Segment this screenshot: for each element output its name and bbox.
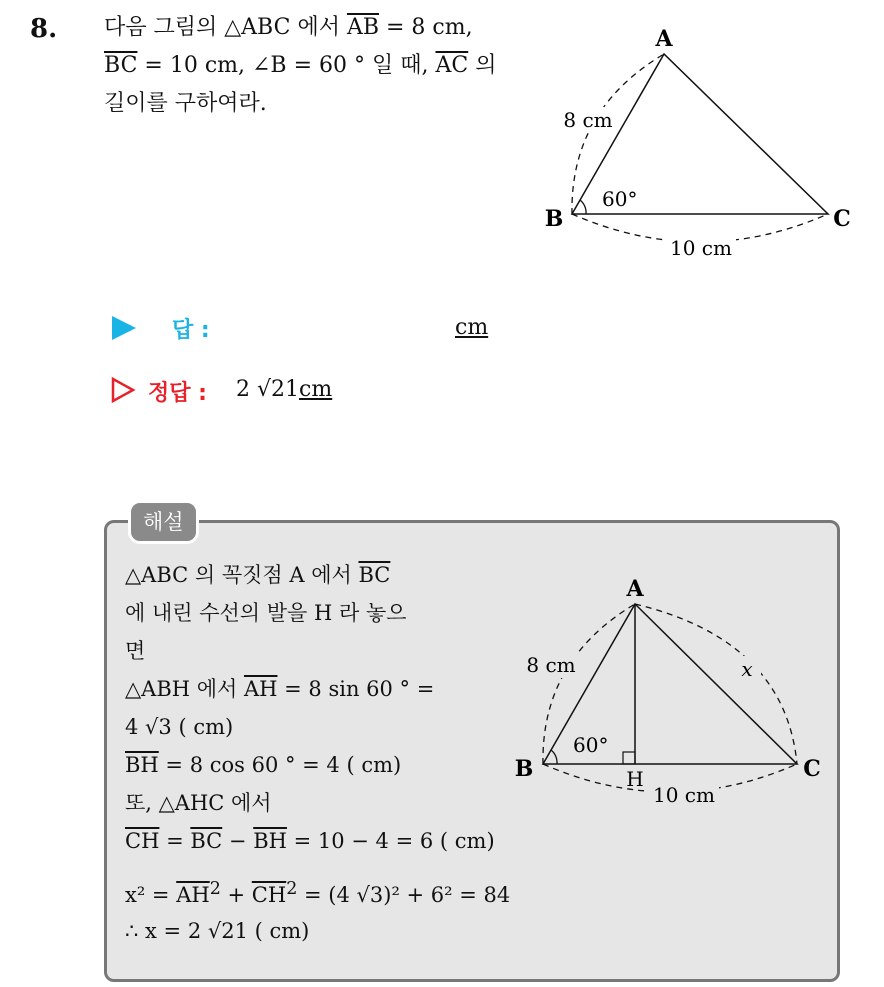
correct-answer (236, 377, 332, 402)
solution-line-7: 또, △AHC 에서 (125, 791, 272, 815)
side-label-bc: 10 cm (670, 236, 732, 260)
solution-text: = (4 √3)² + 6² = 84 (297, 883, 511, 907)
side-label-bc: 10 cm (653, 783, 715, 807)
vertex-label-c: C (803, 756, 821, 782)
vertex-label-a: A (626, 576, 644, 602)
solution-triangle-figure (505, 570, 835, 815)
angle-label-b: 60° (573, 733, 609, 757)
segment-ch: $\overline{CH}$ (251, 883, 287, 907)
solution-text: + (220, 883, 252, 907)
solution-line-2: 에 내린 수선의 발을 H 라 놓으 (125, 601, 407, 625)
vertex-label-h: H (626, 767, 644, 791)
solution-line-10: ∴ x = 2 √21 ( cm) (125, 919, 310, 943)
segment-ch: $\overline{CH}$ (125, 829, 160, 853)
solution-text: x² = (125, 883, 177, 907)
solution-tag: 해설 (128, 500, 199, 544)
solution-line-9 (125, 872, 510, 912)
solution-text: △ABH 에서 (125, 677, 244, 701)
solution-line-1 (125, 558, 390, 592)
solution-line-4 (125, 672, 434, 706)
vertex-label-a: A (655, 26, 673, 52)
problem-text: 의 (468, 53, 497, 78)
solution-text: − (222, 829, 254, 853)
segment-ah: $\overline{AH}$ (243, 677, 278, 701)
answer-label: 답 : (172, 318, 210, 343)
vertex-label-b: B (544, 206, 564, 232)
correct-label: 정답 : (148, 381, 207, 406)
solution-text: = (159, 829, 191, 853)
solution-text: = 8 sin 60 ° = (277, 677, 435, 701)
angle-label-b: 60° (602, 187, 638, 211)
angle-arc-b (551, 750, 557, 764)
side-label-ab: 8 cm (526, 653, 576, 677)
problem-line-1 (104, 14, 473, 42)
solution-text: = 8 cos 60 ° = 4 ( cm) (158, 753, 402, 777)
segment-bc: $\overline{BC}$ (358, 563, 391, 587)
solution-text: △ABC 의 꼭짓점 A 에서 (125, 563, 359, 587)
problem-number: 8. (30, 14, 58, 44)
problem-text: = 10 cm, ∠B = 60 ° 일 때, (137, 53, 436, 78)
side-label-ab: 8 cm (563, 108, 613, 132)
exponent: 2 (286, 879, 298, 899)
correct-answer-unit: cm (299, 377, 333, 402)
angle-arc-b (580, 200, 586, 214)
vertex-label-b: B (514, 756, 534, 782)
segment-bc: $\overline{BC}$ (104, 53, 138, 78)
vertex-label-c: C (833, 206, 851, 232)
exponent: 2 (209, 879, 221, 899)
problem-text: = 8 cm, (379, 15, 473, 40)
right-angle-mark (623, 752, 635, 764)
triangle-figure (530, 20, 860, 270)
solution-line-3: 면 (125, 639, 146, 663)
segment-ah: $\overline{AH}$ (176, 883, 210, 907)
correct-arrow-icon (110, 376, 136, 404)
answer-unit: cm (455, 315, 489, 340)
correct-answer-value: 2 √21 (236, 377, 300, 402)
solution-text: = 10 − 4 = 6 ( cm) (286, 829, 495, 853)
side-label-ac: x (741, 657, 753, 681)
segment-ac: $\overline{AC}$ (435, 53, 469, 78)
solution-line-6 (125, 748, 401, 782)
segment-bh: $\overline{BH}$ (253, 829, 287, 853)
problem-line-3: 길이를 구하여라. (104, 91, 267, 116)
problem-text: 다음 그림의 △ABC 에서 (104, 15, 347, 40)
answer-arrow-icon (112, 316, 136, 340)
problem-line-2 (104, 52, 496, 80)
segment-ab: $\overline{AB}$ (346, 15, 380, 40)
solution-line-5: 4 √3 ( cm) (125, 715, 234, 739)
segment-bh: $\overline{BH}$ (125, 753, 159, 777)
solution-line-8 (125, 824, 495, 858)
segment-bc: $\overline{BC}$ (190, 829, 223, 853)
